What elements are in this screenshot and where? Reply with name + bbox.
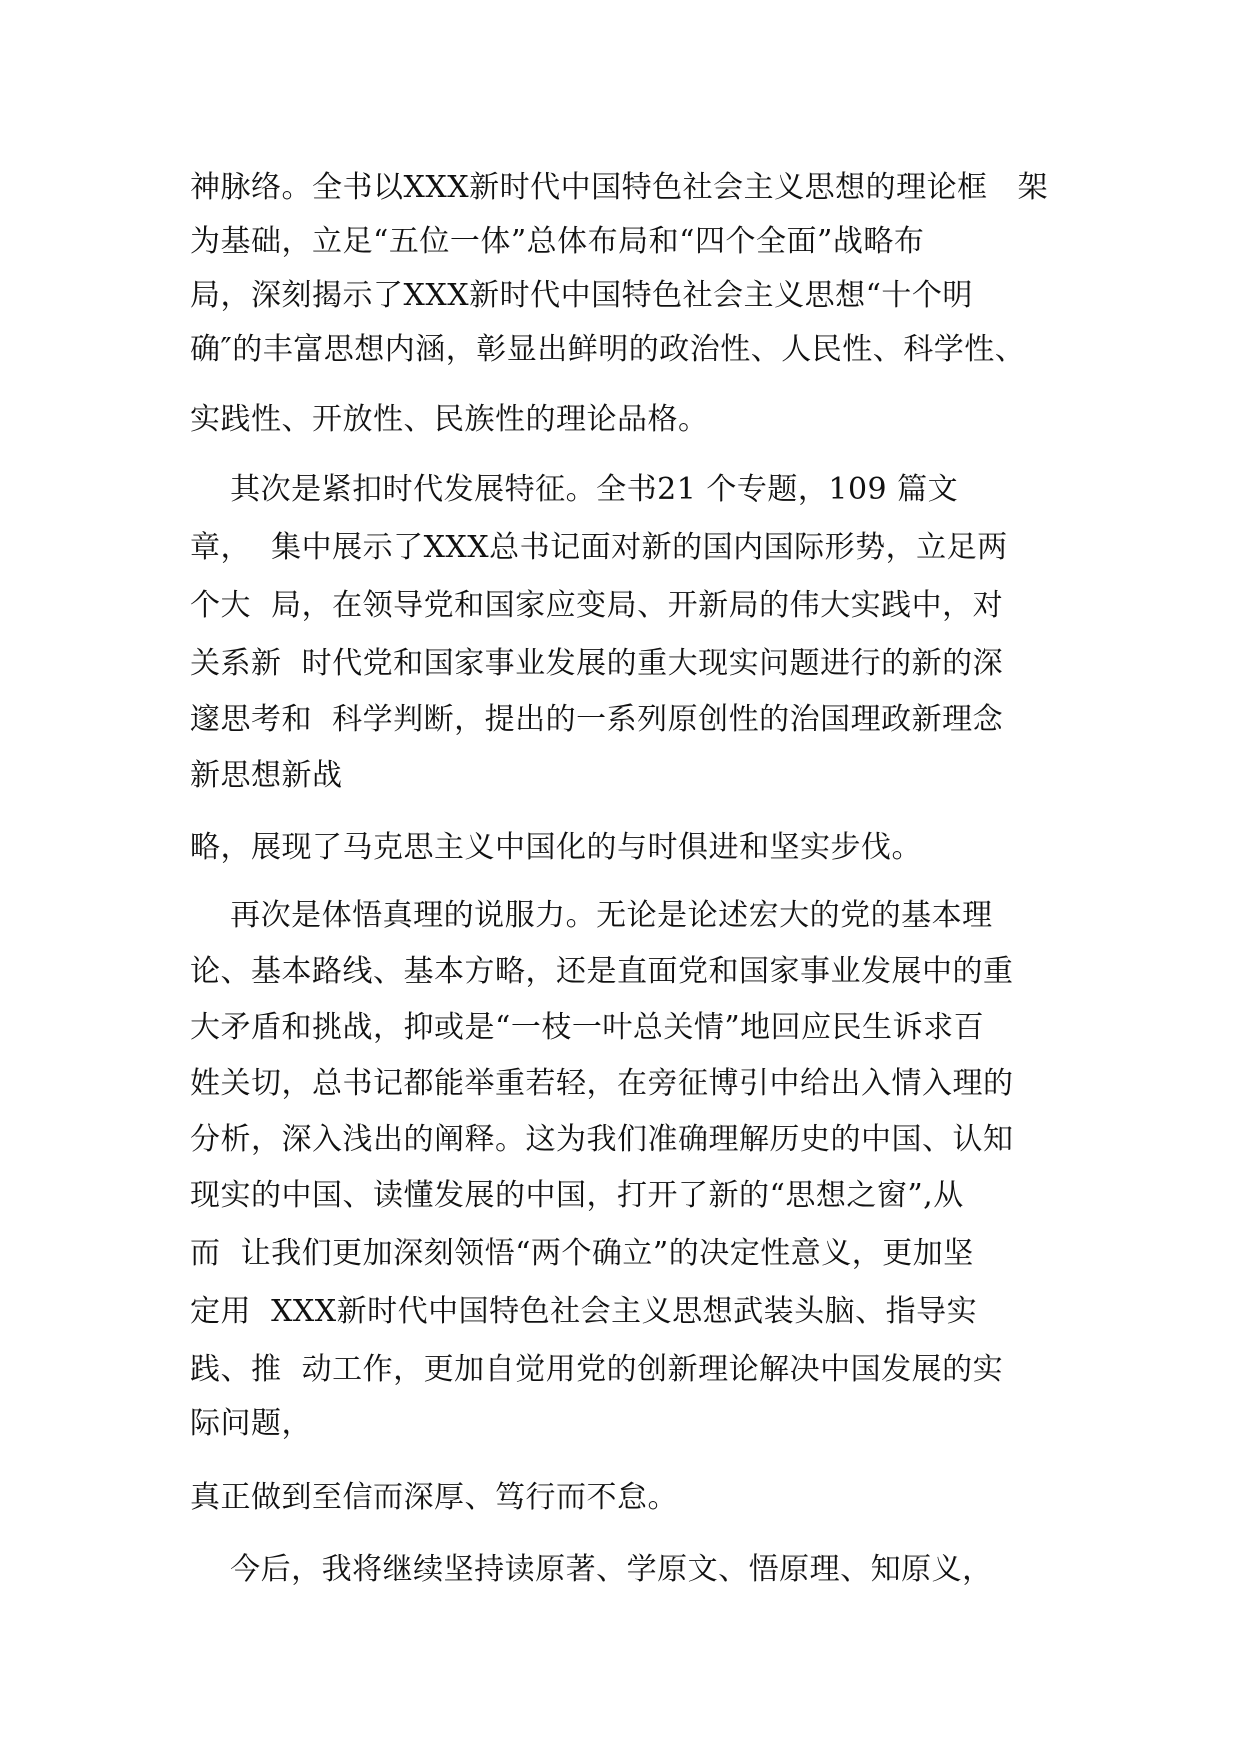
text-line: 际问题，	[190, 1406, 312, 1441]
text-line: 个大 局，在领导党和国家应变局、开新局的伟大实践中，对	[190, 588, 1004, 623]
text-line: 邃思考和 科学判断，提出的一系列原创性的治国理政新理念	[190, 702, 1004, 737]
text-line: 而 让我们更加深刻领悟“两个确立”的决定性意义，更加坚	[190, 1236, 974, 1271]
text-line: 论、基本路线、基本方略，还是直面党和国家事业发展中的重	[190, 954, 1014, 989]
text-line: 分析，深入浅出的阐释。这为我们准确理解历史的中国、认知	[190, 1122, 1014, 1157]
text-line: 神脉络。全书以XXX新时代中国特色社会主义思想的理论框 架	[190, 170, 1049, 205]
text-line: 其次是紧扣时代发展特征。全书21 个专题，109 篇文	[190, 472, 959, 507]
text-line: 真正做到至信而深厚、笃行而不怠。	[190, 1480, 678, 1515]
text-line: 践、推 动工作，更加自觉用党的创新理论解决中国发展的实	[190, 1352, 1004, 1387]
text-line: 局，深刻揭示了XXX新时代中国特色社会主义思想“十个明	[190, 278, 973, 313]
text-line: 新思想新战	[190, 758, 343, 793]
text-line: 大矛盾和挑战，抑或是“一枝一叶总关情”地回应民生诉求百	[190, 1010, 985, 1045]
text-line: 现实的中国、读懂发展的中国，打开了新的“思想之窗”,从	[190, 1178, 964, 1213]
text-line: 关系新 时代党和国家事业发展的重大现实问题进行的新的深	[190, 646, 1004, 681]
text-line: 确″的丰富思想内涵，彰显出鲜明的政治性、人民性、科学性、	[190, 332, 1026, 367]
text-line: 实践性、开放性、民族性的理论品格。	[190, 402, 709, 437]
text-line: 略，展现了马克思主义中国化的与时俱进和坚实步伐。	[190, 830, 922, 865]
text-line: 章， 集中展示了XXX总书记面对新的国内国际形势，立足两	[190, 530, 1008, 565]
text-line: 再次是体悟真理的说服力。无论是论述宏大的党的基本理	[190, 898, 993, 933]
text-line: 姓关切，总书记都能举重若轻，在旁征博引中给出入情入理的	[190, 1066, 1014, 1101]
text-line: 今后，我将继续坚持读原著、学原文、悟原理、知原义，	[190, 1552, 993, 1587]
text-line: 为基础，立足“五位一体”总体布局和“四个全面”战略布	[190, 224, 925, 259]
text-line: 定用 XXX新时代中国特色社会主义思想武装头脑、指导实	[190, 1294, 978, 1329]
